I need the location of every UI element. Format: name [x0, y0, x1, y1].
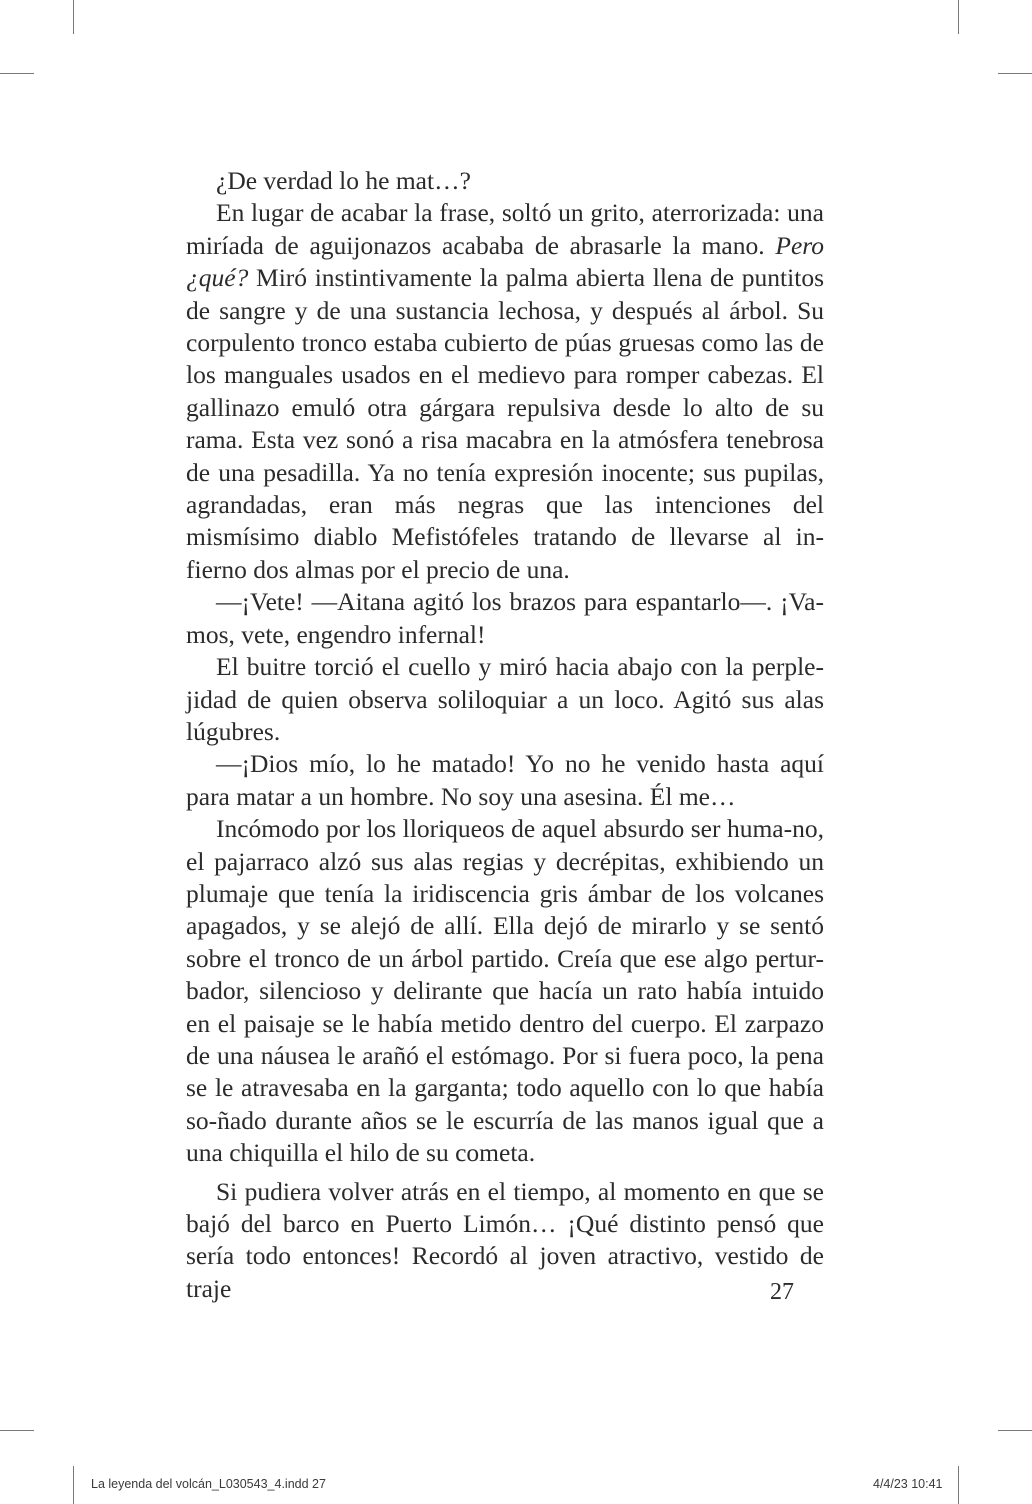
crop-mark	[73, 1466, 74, 1504]
page-body	[186, 165, 824, 1305]
paragraph-text: En lugar de acabar la frase, soltó un grito, aterrorizada: una miríada de aguijonazos acababa de abrasarle la mano.	[186, 198, 824, 260]
paragraph: Incómodo por los lloriqueos de aquel absurdo ser huma-no, el pajarraco alzó sus alas regias y decrépitas, exhibiendo un plumaje que tenía la iridiscencia gris ámbar de los volcanes apagados, y se alejó de allí. Ella dejó de mirarlo y se sentó sobre el tronco de un árbol partido. Creía que ese algo pertur-bador, silencioso y delirante que hacía un rato había intuido en el paisaje se le había metido dentro del cuerpo. El zarpazo de una náusea le arañó el estómago. Por si fuera poco, la pena se le atravesaba en la garganta; todo aquello con lo que había so-ñado durante años se le escurría de las manos igual que a una chiquilla el hilo de su cometa.	[186, 814, 824, 1168]
crop-mark	[958, 0, 959, 34]
crop-mark	[73, 0, 74, 34]
slug-datetime: 4/4/23 10:41	[873, 1477, 943, 1491]
paragraph: El buitre torció el cuello y miró hacia abajo con la perple-jidad de quien observa soliloquiar a un loco. Agitó sus alas lúgubres.	[186, 652, 824, 746]
paragraph: ¿De verdad lo he mat…?	[216, 166, 471, 195]
crop-mark	[998, 1430, 1032, 1431]
paragraph	[186, 197, 824, 586]
crop-mark	[998, 73, 1032, 74]
paragraph-text: Miró instintivamente la palma abierta llena de puntitos de sangre y de una sustancia lechosa, y después al árbol. Su corpulento tronco estaba cubierto de púas gruesas como las de los manguales usados en el medievo para romper cabezas. El gallinazo emuló otra gárgara repulsiva desde lo alto de su rama. Esta vez sonó a risa macabra en la atmósfera tenebrosa de una pesadilla. Ya no tenía expresión inocente; sus pupilas, agrandadas, eran más negras que las intenciones del mismísimo diablo Mefistófeles tratando de llevarse al in-fierno dos almas por el precio de una.	[186, 263, 824, 584]
dialogue-paragraph: —¡Vete! —Aitana agitó los brazos para espantarlo—. ¡Va-mos, vete, engendro infernal!	[186, 587, 824, 649]
italic-phrase: Pero ¿qué?	[186, 230, 824, 293]
crop-mark	[958, 1466, 959, 1504]
crop-mark	[0, 1430, 34, 1431]
page-number: 27	[770, 1279, 794, 1305]
crop-mark	[0, 73, 34, 74]
slug-filename: La leyenda del volcán_L030543_4.indd 27	[91, 1477, 326, 1491]
paragraph: Si pudiera volver atrás en el tiempo, al momento en que se bajó del barco en Puerto Limón… ¡Qué distinto pensó que sería todo entonces! Recordó al joven atractivo, vestido de traje	[186, 1176, 824, 1303]
dialogue-paragraph: —¡Dios mío, lo he matado! Yo no he venido hasta aquí para matar a un hombre. No soy una asesina. Él me…	[186, 749, 824, 811]
